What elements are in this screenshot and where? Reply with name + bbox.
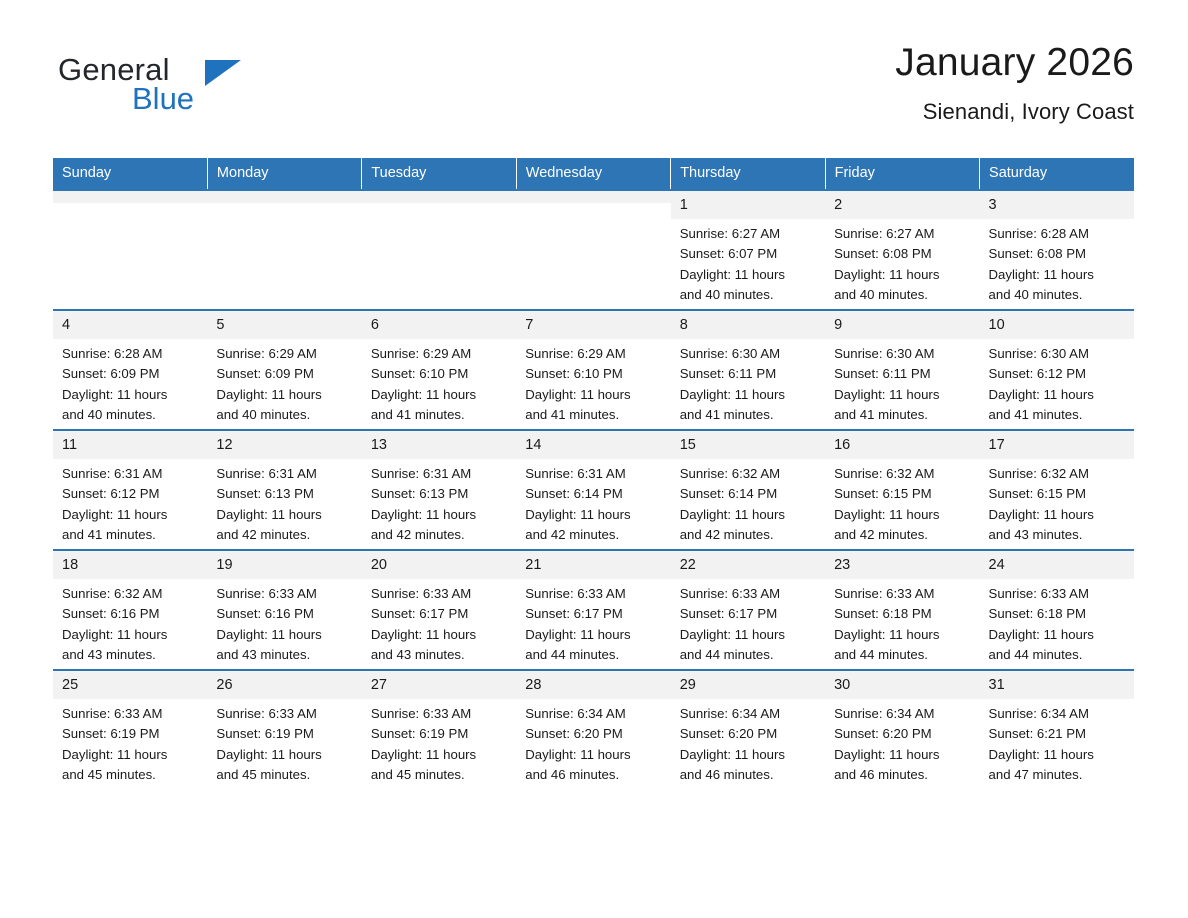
sunset-text: Sunset: 6:15 PM <box>988 486 1087 502</box>
sunset-text: Sunset: 6:15 PM <box>834 486 932 502</box>
sunrise-text: Sunrise: 6:33 AM <box>216 586 317 601</box>
daylight-text: Daylight: 11 hours <box>988 386 1094 402</box>
sunset-text: Sunset: 6:17 PM <box>525 606 623 622</box>
daylight-text: Daylight: 11 hours <box>834 506 940 522</box>
daylight-text: Daylight: 11 hours <box>834 626 940 642</box>
sunset-text: Sunset: 6:17 PM <box>370 606 469 622</box>
daylight-text: Daylight: 11 hours <box>216 386 322 402</box>
calendar-empty-cell <box>53 190 207 310</box>
day-details <box>671 464 825 545</box>
day-number <box>516 191 670 203</box>
day-number: 9 <box>825 311 979 339</box>
day-details <box>825 584 979 665</box>
calendar-day-cell[interactable] <box>362 430 516 550</box>
sunrise-text: Sunrise: 6:31 AM <box>62 466 163 481</box>
sunset-text: Sunset: 6:11 PM <box>679 366 777 382</box>
sunrise-text: Sunrise: 6:34 AM <box>525 706 626 721</box>
calendar-day-cell[interactable] <box>53 430 207 550</box>
sunset-text: Sunset: 6:08 PM <box>834 246 932 262</box>
day-details <box>671 224 825 305</box>
sunset-text: Sunset: 6:10 PM <box>370 366 469 382</box>
sunrise-text: Sunrise: 6:32 AM <box>834 466 935 481</box>
day-details <box>825 704 979 785</box>
sunrise-text: Sunrise: 6:31 AM <box>525 466 626 481</box>
day-details <box>516 704 670 785</box>
daylight-text: Daylight: 11 hours <box>834 266 940 282</box>
day-details <box>207 584 361 665</box>
sunrise-text: Sunrise: 6:29 AM <box>525 346 626 361</box>
location-subtitle: Sienandi, Ivory Coast <box>922 98 1134 124</box>
daylight-text-cont: and 43 minutes. <box>988 526 1083 542</box>
weekday-header-monday: Monday <box>207 158 361 190</box>
daylight-text: Daylight: 11 hours <box>988 266 1094 282</box>
sunrise-text: Sunrise: 6:33 AM <box>679 586 781 601</box>
calendar-day-cell[interactable] <box>671 190 825 310</box>
daylight-text-cont: and 44 minutes. <box>525 646 620 662</box>
daylight-text-cont: and 42 minutes. <box>525 526 620 542</box>
day-number: 13 <box>362 431 516 459</box>
day-number: 19 <box>207 551 361 579</box>
daylight-text-cont: and 46 minutes. <box>525 766 620 782</box>
sunrise-text: Sunrise: 6:27 AM <box>834 226 935 241</box>
page-title: January 2026 <box>895 41 1134 84</box>
sunset-text: Sunset: 6:10 PM <box>525 366 623 382</box>
calendar-day-cell[interactable] <box>207 310 361 430</box>
calendar-day-cell[interactable] <box>980 190 1134 310</box>
calendar-day-cell[interactable] <box>516 550 670 670</box>
daylight-text-cont: and 44 minutes. <box>988 646 1083 662</box>
day-details <box>362 704 516 785</box>
day-details <box>980 344 1134 425</box>
daylight-text-cont: and 42 minutes. <box>679 526 774 542</box>
day-details <box>53 464 207 545</box>
day-number: 24 <box>980 551 1134 579</box>
day-number: 8 <box>671 311 825 339</box>
sunset-text: Sunset: 6:16 PM <box>216 606 314 622</box>
logo[interactable] <box>58 52 288 122</box>
day-details <box>207 344 361 425</box>
sunset-text: Sunset: 6:20 PM <box>834 726 932 742</box>
calendar-body <box>53 190 1134 789</box>
sunrise-text: Sunrise: 6:29 AM <box>370 346 472 361</box>
sunset-text: Sunset: 6:14 PM <box>525 486 623 502</box>
sunset-text: Sunset: 6:07 PM <box>679 246 778 262</box>
calendar-day-cell[interactable] <box>516 310 670 430</box>
sunrise-text: Sunrise: 6:28 AM <box>988 226 1089 241</box>
daylight-text-cont: and 46 minutes. <box>834 766 928 782</box>
day-details <box>825 224 979 305</box>
daylight-text: Daylight: 11 hours <box>679 626 785 642</box>
daylight-text: Daylight: 11 hours <box>216 746 322 762</box>
day-details <box>980 584 1134 665</box>
daylight-text: Daylight: 11 hours <box>988 506 1094 522</box>
day-number: 23 <box>825 551 979 579</box>
calendar-day-cell[interactable] <box>362 550 516 670</box>
daylight-text-cont: and 43 minutes. <box>62 646 156 662</box>
day-number: 17 <box>980 431 1134 459</box>
daylight-text-cont: and 41 minutes. <box>370 406 465 422</box>
daylight-text: Daylight: 11 hours <box>988 746 1094 762</box>
day-number: 6 <box>362 311 516 339</box>
weekday-header-saturday: Saturday <box>980 158 1134 190</box>
sunset-text: Sunset: 6:18 PM <box>988 606 1087 622</box>
day-details <box>53 704 207 785</box>
daylight-text: Daylight: 11 hours <box>216 506 322 522</box>
sunset-text: Sunset: 6:13 PM <box>216 486 314 502</box>
calendar-day-cell[interactable] <box>207 430 361 550</box>
daylight-text: Daylight: 11 hours <box>370 506 477 522</box>
day-details <box>362 464 516 545</box>
sunset-text: Sunset: 6:18 PM <box>834 606 932 622</box>
sunset-text: Sunset: 6:12 PM <box>62 486 160 502</box>
day-details <box>516 344 670 425</box>
calendar-day-cell[interactable] <box>671 310 825 430</box>
calendar-day-cell[interactable] <box>825 190 979 310</box>
calendar-day-cell[interactable] <box>980 430 1134 550</box>
day-number: 5 <box>207 311 361 339</box>
daylight-text: Daylight: 11 hours <box>679 506 785 522</box>
sunrise-text: Sunrise: 6:27 AM <box>679 226 781 241</box>
day-details <box>53 584 207 665</box>
calendar-day-cell[interactable] <box>825 670 979 789</box>
sunrise-text: Sunrise: 6:32 AM <box>62 586 163 601</box>
sunset-text: Sunset: 6:14 PM <box>679 486 778 502</box>
daylight-text: Daylight: 11 hours <box>834 746 940 762</box>
day-number <box>53 191 207 203</box>
day-number: 22 <box>671 551 825 579</box>
daylight-text-cont: and 43 minutes. <box>370 646 465 662</box>
daylight-text: Daylight: 11 hours <box>370 746 477 762</box>
daylight-text-cont: and 44 minutes. <box>679 646 774 662</box>
sunset-text: Sunset: 6:13 PM <box>370 486 469 502</box>
daylight-text: Daylight: 11 hours <box>525 746 631 762</box>
day-number: 12 <box>207 431 361 459</box>
sunrise-text: Sunrise: 6:33 AM <box>834 586 935 601</box>
daylight-text: Daylight: 11 hours <box>62 386 168 402</box>
sunset-text: Sunset: 6:12 PM <box>988 366 1087 382</box>
daylight-text: Daylight: 11 hours <box>216 626 322 642</box>
page-header <box>54 42 1134 138</box>
day-number: 16 <box>825 431 979 459</box>
day-number: 30 <box>825 671 979 699</box>
day-details <box>671 584 825 665</box>
day-number: 27 <box>362 671 516 699</box>
sunrise-text: Sunrise: 6:32 AM <box>679 466 781 481</box>
daylight-text-cont: and 42 minutes. <box>216 526 311 542</box>
day-details <box>207 704 361 785</box>
calendar-day-cell[interactable] <box>671 670 825 789</box>
day-number: 29 <box>671 671 825 699</box>
daylight-text: Daylight: 11 hours <box>62 506 168 522</box>
day-number: 31 <box>980 671 1134 699</box>
day-number <box>362 191 516 203</box>
day-details <box>980 464 1134 545</box>
sunset-text: Sunset: 6:11 PM <box>834 366 931 382</box>
day-details <box>671 704 825 785</box>
daylight-text-cont: and 42 minutes. <box>370 526 465 542</box>
sunrise-text: Sunrise: 6:32 AM <box>988 466 1089 481</box>
daylight-text-cont: and 47 minutes. <box>988 766 1083 782</box>
calendar-day-cell[interactable] <box>516 670 670 789</box>
calendar-table <box>53 158 1134 789</box>
daylight-text-cont: and 42 minutes. <box>834 526 928 542</box>
daylight-text: Daylight: 11 hours <box>988 626 1094 642</box>
sunrise-text: Sunrise: 6:33 AM <box>216 706 317 721</box>
day-number: 4 <box>53 311 207 339</box>
sunrise-text: Sunrise: 6:33 AM <box>525 586 626 601</box>
daylight-text-cont: and 46 minutes. <box>679 766 774 782</box>
weekday-header-thursday: Thursday <box>671 158 825 190</box>
sunset-text: Sunset: 6:17 PM <box>679 606 778 622</box>
day-number: 7 <box>516 311 670 339</box>
calendar-day-cell[interactable] <box>671 550 825 670</box>
daylight-text-cont: and 40 minutes. <box>62 406 156 422</box>
calendar-day-cell[interactable] <box>207 670 361 789</box>
sunrise-text: Sunrise: 6:34 AM <box>834 706 935 721</box>
daylight-text: Daylight: 11 hours <box>370 386 477 402</box>
day-number: 18 <box>53 551 207 579</box>
daylight-text: Daylight: 11 hours <box>370 626 477 642</box>
sunset-text: Sunset: 6:21 PM <box>988 726 1087 742</box>
daylight-text-cont: and 43 minutes. <box>216 646 311 662</box>
sunset-text: Sunset: 6:19 PM <box>62 726 160 742</box>
daylight-text: Daylight: 11 hours <box>679 266 785 282</box>
weekday-header-tuesday: Tuesday <box>362 158 516 190</box>
sunrise-text: Sunrise: 6:31 AM <box>216 466 317 481</box>
calendar-day-cell[interactable] <box>671 430 825 550</box>
day-number: 28 <box>516 671 670 699</box>
calendar-week-row <box>53 190 1134 310</box>
weekday-header-friday: Friday <box>825 158 979 190</box>
calendar-day-cell[interactable] <box>53 310 207 430</box>
calendar-week-row <box>53 670 1134 789</box>
daylight-text-cont: and 40 minutes. <box>216 406 311 422</box>
weekday-header-wednesday: Wednesday <box>516 158 670 190</box>
day-number: 11 <box>53 431 207 459</box>
sunrise-text: Sunrise: 6:33 AM <box>988 586 1089 601</box>
daylight-text: Daylight: 11 hours <box>525 626 631 642</box>
day-number: 14 <box>516 431 670 459</box>
calendar-header-row <box>53 158 1134 190</box>
sunrise-text: Sunrise: 6:30 AM <box>679 346 781 361</box>
sunrise-text: Sunrise: 6:33 AM <box>370 706 472 721</box>
day-details <box>825 464 979 545</box>
daylight-text-cont: and 41 minutes. <box>834 406 928 422</box>
daylight-text-cont: and 41 minutes. <box>679 406 774 422</box>
sunrise-text: Sunrise: 6:30 AM <box>834 346 935 361</box>
calendar-day-cell[interactable] <box>980 670 1134 789</box>
title-block <box>895 42 1134 125</box>
day-details <box>53 344 207 425</box>
sunset-text: Sunset: 6:08 PM <box>988 246 1087 262</box>
daylight-text: Daylight: 11 hours <box>679 386 785 402</box>
calendar-week-row <box>53 430 1134 550</box>
day-number: 26 <box>207 671 361 699</box>
calendar-empty-cell <box>516 190 670 310</box>
day-number: 2 <box>825 191 979 219</box>
calendar-day-cell[interactable] <box>825 310 979 430</box>
daylight-text-cont: and 40 minutes. <box>679 286 774 302</box>
logo-text-general: General <box>58 52 170 87</box>
logo-text-blue: Blue <box>132 81 195 116</box>
daylight-text: Daylight: 11 hours <box>834 386 940 402</box>
daylight-text-cont: and 41 minutes. <box>525 406 620 422</box>
day-number: 1 <box>671 191 825 219</box>
day-number: 20 <box>362 551 516 579</box>
calendar-week-row <box>53 550 1134 670</box>
day-details <box>980 704 1134 785</box>
day-number <box>207 191 361 203</box>
calendar-day-cell[interactable] <box>980 550 1134 670</box>
day-number: 15 <box>671 431 825 459</box>
calendar-empty-cell <box>362 190 516 310</box>
sunrise-text: Sunrise: 6:30 AM <box>988 346 1089 361</box>
daylight-text: Daylight: 11 hours <box>525 386 631 402</box>
daylight-text: Daylight: 11 hours <box>679 746 785 762</box>
sunrise-text: Sunrise: 6:33 AM <box>370 586 472 601</box>
calendar-day-cell[interactable] <box>825 550 979 670</box>
calendar-day-cell[interactable] <box>825 430 979 550</box>
day-details <box>671 344 825 425</box>
daylight-text-cont: and 40 minutes. <box>988 286 1083 302</box>
daylight-text-cont: and 44 minutes. <box>834 646 928 662</box>
sunset-text: Sunset: 6:19 PM <box>370 726 469 742</box>
sunrise-text: Sunrise: 6:31 AM <box>370 466 472 481</box>
daylight-text-cont: and 41 minutes. <box>988 406 1083 422</box>
sunrise-text: Sunrise: 6:33 AM <box>62 706 163 721</box>
day-details <box>362 344 516 425</box>
calendar-day-cell[interactable] <box>362 670 516 789</box>
sunset-text: Sunset: 6:09 PM <box>216 366 314 382</box>
daylight-text: Daylight: 11 hours <box>62 626 168 642</box>
calendar-day-cell[interactable] <box>53 670 207 789</box>
calendar-week-row <box>53 310 1134 430</box>
calendar-empty-cell <box>207 190 361 310</box>
day-number: 21 <box>516 551 670 579</box>
sunrise-text: Sunrise: 6:34 AM <box>988 706 1089 721</box>
day-number: 25 <box>53 671 207 699</box>
calendar-day-cell[interactable] <box>207 550 361 670</box>
calendar-day-cell[interactable] <box>362 310 516 430</box>
daylight-text-cont: and 40 minutes. <box>834 286 928 302</box>
day-details <box>362 584 516 665</box>
daylight-text-cont: and 45 minutes. <box>62 766 156 782</box>
weekday-header-sunday: Sunday <box>53 158 207 190</box>
calendar-day-cell[interactable] <box>516 430 670 550</box>
sunset-text: Sunset: 6:20 PM <box>679 726 778 742</box>
calendar-day-cell[interactable] <box>53 550 207 670</box>
sunset-text: Sunset: 6:16 PM <box>62 606 160 622</box>
day-number: 10 <box>980 311 1134 339</box>
sunrise-text: Sunrise: 6:29 AM <box>216 346 317 361</box>
sunrise-text: Sunrise: 6:34 AM <box>679 706 781 721</box>
day-details <box>825 344 979 425</box>
calendar-day-cell[interactable] <box>980 310 1134 430</box>
daylight-text-cont: and 45 minutes. <box>216 766 311 782</box>
day-number: 3 <box>980 191 1134 219</box>
daylight-text: Daylight: 11 hours <box>62 746 168 762</box>
sunset-text: Sunset: 6:20 PM <box>525 726 623 742</box>
day-details <box>207 464 361 545</box>
daylight-text: Daylight: 11 hours <box>525 506 631 522</box>
triangle-flag-icon <box>205 60 241 86</box>
day-details <box>516 584 670 665</box>
day-details <box>980 224 1134 305</box>
daylight-text-cont: and 45 minutes. <box>370 766 465 782</box>
sunrise-text: Sunrise: 6:28 AM <box>62 346 163 361</box>
daylight-text-cont: and 41 minutes. <box>62 526 156 542</box>
sunset-text: Sunset: 6:09 PM <box>62 366 160 382</box>
sunset-text: Sunset: 6:19 PM <box>216 726 314 742</box>
day-details <box>516 464 670 545</box>
